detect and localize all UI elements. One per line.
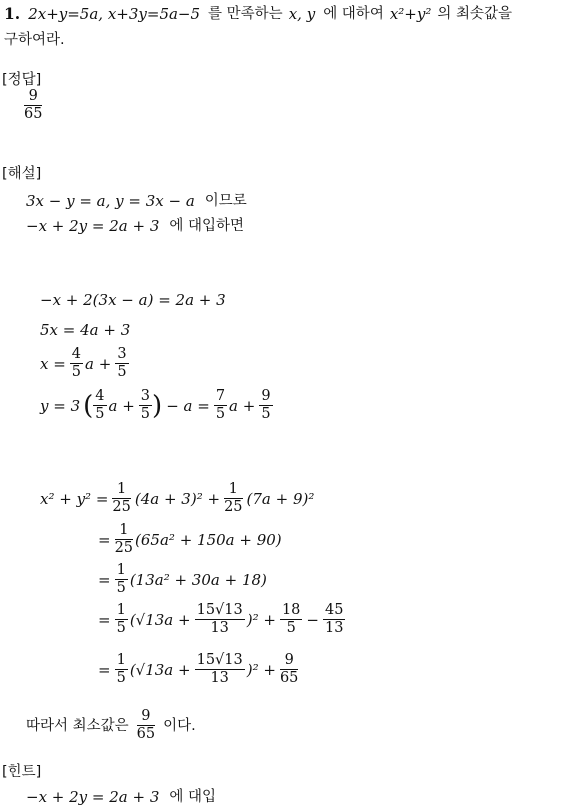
eq4-f1-num: 4 xyxy=(95,388,105,404)
eq3-f1-den: 5 xyxy=(71,364,82,380)
s5-h-num: 9 xyxy=(280,652,298,670)
eq4-mid2: a + xyxy=(229,396,256,415)
s3-f-num: 1 xyxy=(116,562,126,578)
answer-den: 65 xyxy=(24,106,43,122)
s1-f1-den: 25 xyxy=(112,499,131,515)
s4-b: )² + xyxy=(246,610,276,629)
s4-h-den: 5 xyxy=(286,620,296,636)
s2-b: (65a² + 150a + 90) xyxy=(135,530,282,549)
eq-3 xyxy=(40,346,129,381)
s2-f-den: 25 xyxy=(114,540,134,556)
eq4-mid: a + xyxy=(108,396,135,415)
eq4-lhs: y = 3 xyxy=(40,396,81,415)
eq3-f1-num: 4 xyxy=(71,346,82,362)
s3-eq: = xyxy=(98,570,111,589)
step1-math: 3x − y = a, y = 3x − a xyxy=(26,192,195,210)
s4-i-num: 45 xyxy=(324,602,344,618)
s2-f-num: 1 xyxy=(115,522,133,540)
step2-math: −x + 2y = 2a + 3 xyxy=(26,217,160,235)
s1-f2-den: 25 xyxy=(224,499,243,515)
problem-line-2: 구하여라. xyxy=(4,32,65,48)
sum-line-1 xyxy=(40,481,314,516)
eq4-f4-den: 5 xyxy=(261,406,271,422)
s4-a: (√13a + xyxy=(129,610,191,629)
s3-b: (13a² + 30a + 18) xyxy=(129,570,267,589)
hint-label: [힌트] xyxy=(2,764,42,780)
step2-text: 에 대입하면 xyxy=(169,218,245,234)
s4-eq: = xyxy=(98,610,111,629)
problem-equations: 2x+y=5a, x+3y=5a−5 xyxy=(28,5,201,23)
s1-b: (7a + 9)² xyxy=(246,489,315,508)
problem-vars: x, y xyxy=(288,5,316,23)
s4-f-den: 5 xyxy=(116,620,126,636)
conclusion-num: 9 xyxy=(137,708,155,726)
hint-math: −x + 2y = 2a + 3 xyxy=(26,788,160,806)
problem-number: 1. xyxy=(4,4,21,23)
s5-h-den: 65 xyxy=(279,670,299,686)
problem-line-1 xyxy=(4,4,512,24)
s4-g-den: 13 xyxy=(210,620,229,636)
problem-text-b: 에 대하여 xyxy=(323,6,384,22)
hint-text: 에 대입 xyxy=(169,789,217,805)
eq3-f2-num: 3 xyxy=(117,346,127,362)
problem-expr: x²+y² xyxy=(389,5,432,23)
eq3-mid: a + xyxy=(85,354,112,373)
answer-num: 9 xyxy=(24,88,42,106)
s5-eq: = xyxy=(98,660,111,679)
s1-lhs: x² + y² = xyxy=(40,489,109,508)
answer-value xyxy=(24,88,42,123)
eq-2: 5x = 4a + 3 xyxy=(40,321,131,339)
problem-text-c: 의 최솟값을 xyxy=(437,6,513,22)
s1-a: (4a + 3)² + xyxy=(134,489,221,508)
s5-a: (√13a + xyxy=(129,660,191,679)
s4-f-num: 1 xyxy=(116,602,126,618)
answer-label: [정답] xyxy=(2,72,42,88)
s1-f2-num: 1 xyxy=(224,481,242,499)
s5-f-num: 1 xyxy=(116,652,126,668)
sum-line-2 xyxy=(98,522,282,557)
solution-label: [해설] xyxy=(2,166,42,182)
eq-4: y = 3 ( $\frac{4}{5}$ a + $\frac{3}{5}$ ) − a = $\frac{7}{5}$ a + $\frac{9}{5}$ xyxy=(40,388,271,422)
s5-f-den: 5 xyxy=(116,670,126,686)
s5-b: )² + xyxy=(246,660,276,679)
eq3-f2-den: 5 xyxy=(117,364,127,380)
s4-i-den: 13 xyxy=(324,620,344,636)
eq4-f4-num: 9 xyxy=(261,388,271,404)
eq4-f2-num: 3 xyxy=(140,388,151,404)
step1-text: 이므로 xyxy=(204,193,247,209)
eq-1: −x + 2(3x − a) = 2a + 3 xyxy=(40,291,226,309)
sum-line-4 xyxy=(98,602,345,637)
s4-c: − xyxy=(306,610,319,629)
sum-line-5 xyxy=(98,652,298,687)
conclusion-den: 65 xyxy=(136,726,156,742)
problem-text-a: 를 만족하는 xyxy=(208,6,283,22)
s5-g-den: 13 xyxy=(210,670,229,686)
s4-h-num: 18 xyxy=(281,602,301,618)
conclusion-text-a: 따라서 최소값은 xyxy=(26,717,129,734)
s5-g-num: 15√13 xyxy=(196,652,243,668)
s1-f1-num: 1 xyxy=(112,481,130,499)
eq4-f1-den: 5 xyxy=(95,406,105,422)
s4-g-num: 15√13 xyxy=(196,602,243,618)
s3-f-den: 5 xyxy=(116,580,126,596)
conclusion xyxy=(26,708,196,743)
eq4-f3-den: 5 xyxy=(215,406,226,422)
eq4-after: − a = xyxy=(166,396,210,415)
solution-step-2 xyxy=(26,216,244,236)
eq4-f3-num: 7 xyxy=(215,388,226,404)
solution-step-1 xyxy=(26,191,247,211)
hint-line xyxy=(26,787,216,807)
eq3-lhs: x = xyxy=(40,354,66,373)
s2-eq: = xyxy=(98,530,111,549)
conclusion-text-b: 이다. xyxy=(163,717,196,734)
sum-line-3 xyxy=(98,562,267,597)
eq4-f2-den: 5 xyxy=(140,406,151,422)
